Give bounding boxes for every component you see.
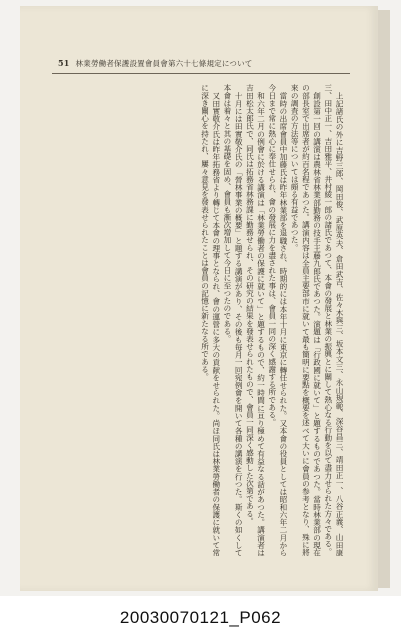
page-number: 51	[58, 58, 70, 68]
running-title: 林業勞働者保護設置會員會第六十七條規定について	[75, 58, 253, 68]
paragraph-5: 十月には田實敬介氏の「營林事業の概要」と題する講演があり、その後も毎月一回宛例會を開いて各種の講演を行つた。斯くの如くして本會は着々と其の基礎を固め、會員も漸次增加して今日に至つたのである。	[222, 84, 244, 556]
paragraph-4: 和六年二月の例會に於ける講演は「林業勞働者の保護に就いて」と題するもので、約一時間に亘り極めて有益なる話があつた。講演者は吉田松太郎氏で、同氏は拓務省林務課に勤務せられ、その研究の結果を發表せられたもので、會員一同深く感動した次第である。	[245, 84, 266, 556]
paragraph-3: 當時の出席會員中加藤氏は昨年林業部を退職され、時期的には本年十月に東京に轉任せられた。又本會の役員としては昭和六年二月から今日まで常に熱心に奉仕せられ、會の發展に力を盡された事は、會員一同の深く感謝する所である。	[267, 84, 288, 556]
header-rule	[52, 73, 350, 74]
paragraph-1: 上記諸氏の外に吉野三郎、岡田俊、武原英夫、倉田武吉、佐々木與三、坂本文三、永山規範、深谷昌三、靖田正一、八谷正義、山田康三、田中正一、吉田雅平、井村綾一郎の諸氏であつて、本會の發展と林業の振興とに關して熱心なる行動を以て盡力せられた方々である。	[323, 84, 344, 556]
paragraph-2: 創設第一回の講演は農林省林業部勤務の技手王藤九郎氏であつた。演題は「行政國に就いて」と題するものであつた。當時林業部の現在の部長室で出席者が約百名程であつた。講演内容は全員主要部市に就いて最も簡明に要點を概要を述べて大いに會員の参考となり、殊に將來の調査の方法等については頗る有益であつた。	[290, 84, 322, 556]
body-text	[60, 84, 345, 556]
page-edge	[378, 10, 390, 588]
image-id-caption: 20030070121_P062	[119, 608, 282, 627]
paragraph-6: 又田實敬介氏は昨年拓務省より轉じて本會の理事となられ、會の運營に多大の貢献をせられた。尚ほ同氏は林業勞働者の保護に就いて常に深き關心を持たれ、屢々意見を發表せられたことは會員の記憶に新たなる所である。	[200, 84, 221, 556]
running-head	[58, 54, 253, 72]
